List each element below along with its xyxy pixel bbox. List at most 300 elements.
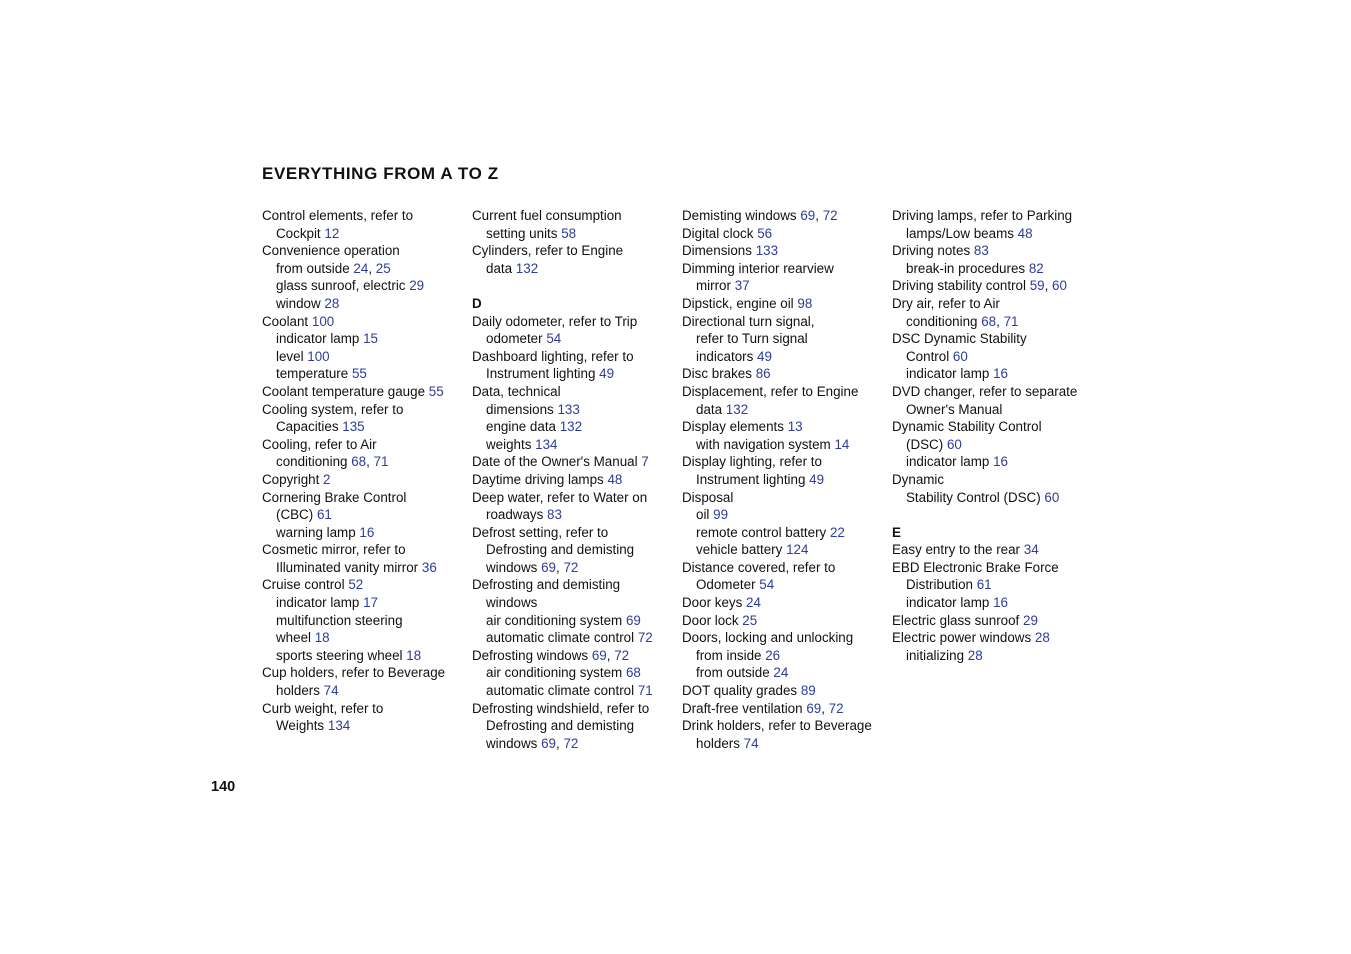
index-entry [262,313,467,331]
page-reference-link[interactable]: 54 [546,331,562,347]
index-term: indicator lamp [276,595,360,611]
page-reference-link[interactable]: 16 [993,454,1008,470]
page-reference-link[interactable]: 49 [809,471,825,487]
index-entry [892,541,1097,559]
index-term: Control [906,348,950,364]
index-term: Electric power windows [892,630,1032,646]
page-reference-link[interactable]: 28 [1034,630,1050,646]
index-term: D [472,295,482,311]
page-reference-link[interactable]: 135 [342,419,365,435]
index-subentry [892,225,1097,243]
index-subentry [472,401,677,419]
page-reference-link[interactable]: 52 [348,577,364,593]
index-term: Defrosting and demisting [472,577,621,593]
index-term: Instrument lighting [696,471,806,487]
index-term: break-in procedures [906,260,1026,276]
page-reference-link[interactable]: 24 [773,665,789,681]
index-subentry [472,629,677,647]
index-entry [892,471,1097,489]
index-term: from inside [696,647,762,663]
index-subentry [682,576,887,594]
index-term: indicators [696,348,754,364]
index-entry [892,612,1097,630]
index-subentry [472,365,677,383]
index-entry [262,436,467,454]
page-reference-link[interactable]: 100 [307,348,330,364]
index-term: Demisting windows [682,208,797,223]
page-reference-link[interactable]: 49 [599,366,615,382]
page-reference-link[interactable]: 69 [625,612,641,628]
index-entry [472,700,677,718]
index-term: Curb weight, refer to [262,700,384,716]
index-term: Weights [276,718,325,734]
index-term: EBD Electronic Brake Force [892,559,1059,575]
page-reference-link[interactable]: 71 [1003,313,1019,329]
index-entry [262,576,467,594]
index-entry [682,594,887,612]
index-subentry: conditioning 68, 71 [906,313,1019,329]
index-entry [682,717,887,735]
index-term: Distribution [906,577,973,593]
page-reference-link[interactable]: 72 [614,647,630,663]
index-entry [472,489,677,507]
index-term: Defrosting and demisting [486,718,635,734]
index-entry [262,471,467,489]
index-term: initializing [906,647,965,663]
index-term: Doors, locking and unlocking [682,630,854,646]
index-subentry [262,524,467,542]
index-term: air conditioning system [486,612,623,628]
index-term: Cockpit [276,225,321,241]
index-subentry [892,594,1097,612]
page-reference-link[interactable]: 60 [952,348,968,364]
index-subentry [892,401,1097,419]
index-term: Dimensions [682,243,752,259]
index-term: Distance covered, refer to [682,559,836,575]
index-term: weights [486,436,532,452]
page-title: EVERYTHING FROM A TO Z [262,164,499,183]
index-term: Deep water, refer to Water on [472,489,648,505]
index-term: Disc brakes [682,366,752,382]
page-reference-link[interactable]: 28 [967,647,983,663]
index-term: Display lighting, refer to [682,454,822,470]
page-reference-link[interactable]: 29 [409,278,425,294]
page-reference-link[interactable]: 25 [742,612,758,628]
index-term: vehicle battery [696,542,783,558]
index-entry [472,348,677,366]
index-entry [682,242,887,260]
index-subentry [262,717,467,735]
index-subentry [682,348,887,366]
index-term: indicator lamp [906,595,990,611]
index-column-4 [892,207,1097,664]
index-term: Cooling, refer to Air [262,436,377,452]
page-reference-link[interactable]: 2 [323,471,331,487]
index-subentry: windows 69, 72 [486,735,579,751]
index-term: automatic climate control [486,630,635,646]
page-reference-link[interactable]: 14 [834,436,850,452]
index-term: indicator lamp [276,331,360,347]
page-reference-link[interactable]: 132 [725,401,749,417]
index-term: Instrument lighting [486,366,596,382]
index-term: Current fuel consumption [472,208,622,223]
index-column-3 [682,207,887,752]
index-term: temperature [276,366,349,382]
page-reference-link[interactable]: 12 [324,225,340,241]
index-subentry [892,348,1097,366]
page-reference-link[interactable]: 74 [323,683,339,699]
index-subentry [262,647,467,665]
index-term: Control elements, refer to [262,208,414,223]
page-reference-link[interactable]: 49 [757,348,772,364]
index-entry [682,489,887,507]
index-term: window [276,295,321,311]
page-reference-link[interactable]: 86 [755,366,771,382]
page-reference-link[interactable]: 48 [607,471,623,487]
index-term: Drink holders, refer to Beverage [682,718,872,734]
index-term: Dimming interior rearview [682,260,834,276]
index-entry [892,383,1097,401]
page-reference-link[interactable]: 22 [829,524,845,540]
page-reference-link[interactable]: 68 [625,665,641,681]
page-reference-link[interactable]: 68 [351,454,367,470]
page-reference-link[interactable]: 132 [515,260,539,276]
index-subentry [892,436,1097,454]
page-reference-link[interactable]: 72 [637,630,653,646]
page-reference-link[interactable]: 61 [976,577,992,593]
index-spacer [472,277,677,295]
page-reference-link[interactable]: 72 [563,735,579,751]
index-term: Cosmetic mirror, refer to [262,542,406,558]
index-term: indicator lamp [906,366,990,382]
index-subentry [682,401,887,419]
index-term: Data, technical [472,383,561,399]
index-entry [682,629,887,647]
index-entry [682,612,887,630]
page-reference-link[interactable]: 69 [591,647,607,663]
index-term: Displacement, refer to Engine [682,383,859,399]
index-entry [892,295,1097,313]
index-term: lamps/Low beams [906,225,1014,241]
page-reference-link[interactable]: 55 [351,366,367,382]
index-term: DVD changer, refer to separate [892,383,1078,399]
index-term: Defrosting and demisting [486,542,635,558]
index-entry [682,559,887,577]
index-subentry: windows 69, 72 [486,559,579,575]
index-entry [262,541,467,559]
index-subentry [262,348,467,366]
page-reference-link[interactable]: 69 [806,700,822,716]
index-subentry [262,330,467,348]
page-reference-link[interactable]: 59 [1029,278,1045,294]
index-term: Odometer [696,577,756,593]
index-entry [682,260,887,278]
index-term: Door keys [682,595,743,611]
page-reference-link[interactable]: 89 [800,683,816,699]
page-reference-link[interactable]: 18 [314,630,330,646]
index-entry [892,559,1097,577]
index-entry: Driving stability control 59, 60 [892,278,1067,294]
index-subentry [892,489,1097,507]
index-entry [472,576,677,594]
index-term: Dipstick, engine oil [682,295,794,311]
page-reference-link[interactable]: 60 [1052,278,1067,294]
index-spacer [892,506,1097,524]
index-term: holders [276,683,320,699]
index-subentry [682,277,887,295]
page-reference-link[interactable]: 83 [547,507,562,523]
index-term: Cruise control [262,577,345,593]
index-entry: Defrosting windows 69, 72 [472,647,630,663]
index-term: Dry air, refer to Air [892,295,1000,311]
index-term: windows [486,735,538,751]
index-term: Door lock [682,612,739,628]
index-term: setting units [486,225,558,241]
page-reference-link[interactable]: 56 [757,225,773,241]
index-subentry [262,277,467,295]
index-subentry [472,682,677,700]
index-entry [892,629,1097,647]
index-entry [472,242,677,260]
page-reference-link[interactable]: 58 [561,225,577,241]
index-term: refer to Turn signal [696,331,808,347]
index-term: mirror [696,278,731,294]
index-subentry [472,594,677,612]
index-subentry [472,436,677,454]
index-entry [262,207,467,225]
page-reference-link[interactable]: 132 [559,419,583,435]
index-subentry [682,471,887,489]
page-reference-link[interactable]: 74 [743,735,759,751]
index-term: data [486,260,513,276]
index-entry: Demisting windows 69, 72 [682,208,838,223]
page-reference-link[interactable]: 54 [759,577,775,593]
index-column-2 [472,207,677,752]
index-term: DOT quality grades [682,683,798,699]
index-term: conditioning [276,454,348,470]
index-subentry [472,664,677,682]
index-letter-heading [892,524,1097,542]
index-term: (DSC) [906,436,944,452]
index-term: Date of the Owner's Manual [472,454,638,470]
index-term: multifunction steering [276,612,403,628]
index-term: Owner's Manual [906,401,1003,417]
index-term: Draft-free ventilation [682,700,803,716]
page-reference-link[interactable]: 134 [535,436,558,452]
index-entry [892,207,1097,225]
index-term: Defrosting windshield, refer to [472,700,650,716]
index-term: engine data [486,419,556,435]
index-subentry [472,260,677,278]
index-subentry [682,330,887,348]
index-term: DSC Dynamic Stability [892,331,1027,347]
page-reference-link[interactable]: 25 [375,260,391,276]
page-reference-link[interactable]: 16 [993,595,1008,611]
index-term: warning lamp [276,524,356,540]
index-subentry [682,436,887,454]
index-term: Display elements [682,419,784,435]
index-subentry [262,295,467,313]
page-reference-link[interactable]: 69 [541,559,556,575]
page-reference-link[interactable]: 48 [1017,225,1033,241]
page-reference-link[interactable]: 60 [1044,489,1060,505]
index-subentry [262,612,467,630]
page-reference-link[interactable]: 16 [359,524,375,540]
index-subentry [262,506,467,524]
page-reference-link[interactable]: 55 [428,383,444,399]
index-entry [472,383,677,401]
index-term: wheel [276,630,311,646]
index-entry [472,471,677,489]
index-column-1 [262,207,467,735]
index-entry [892,418,1097,436]
index-term: indicator lamp [906,454,990,470]
page-reference-link[interactable]: 68 [981,313,997,329]
page-reference-link[interactable]: 18 [406,647,422,663]
index-term: roadways [486,507,544,523]
index-term: Illuminated vanity mirror [276,559,419,575]
index-entry [262,383,467,401]
index-term: Cup holders, refer to Beverage [262,665,446,681]
page-reference-link[interactable]: 60 [946,436,962,452]
index-subentry: from outside 24, 25 [276,260,391,276]
index-term: conditioning [906,313,978,329]
index-subentry [892,365,1097,383]
index-subentry [682,664,887,682]
index-entry [262,242,467,260]
page-reference-link[interactable]: 69 [541,735,556,751]
index-term: Electric glass sunroof [892,612,1020,628]
index-term: Digital clock [682,225,754,241]
index-term: Defrosting windows [472,647,589,663]
page-reference-link[interactable]: 24 [353,260,369,276]
index-entry [682,225,887,243]
page-reference-link[interactable]: 69 [800,208,816,223]
index-term: from outside [696,665,770,681]
page-reference-link[interactable]: 16 [993,366,1008,382]
index-entry [472,524,677,542]
index-term: (CBC) [276,507,314,523]
page-reference-link[interactable]: 24 [746,595,761,611]
page-reference-link[interactable]: 134 [327,718,351,734]
index-term: Cooling system, refer to [262,401,404,417]
index-subentry [472,418,677,436]
index-term: Coolant temperature gauge [262,383,426,399]
index-subentry [682,735,887,753]
index-term: automatic climate control [486,683,635,699]
index-entry [262,489,467,507]
page-reference-link[interactable]: 61 [316,507,332,523]
page-reference-link[interactable]: 72 [563,559,579,575]
index-subentry [892,260,1097,278]
page-reference-link[interactable]: 7 [641,454,649,470]
index-term: data [696,401,723,417]
page-reference-link[interactable]: 133 [557,401,580,417]
index-subentry [262,559,467,577]
index-term: with navigation system [696,436,831,452]
index-subentry [472,541,677,559]
index-entry [892,330,1097,348]
index-term: Capacities [276,419,339,435]
index-term: remote control battery [696,524,827,540]
page-reference-link[interactable]: 15 [363,331,378,347]
page-reference-link[interactable]: 13 [787,419,803,435]
index-subentry [472,612,677,630]
page-reference-link[interactable]: 29 [1023,612,1038,628]
index-subentry [682,524,887,542]
index-entry [472,313,677,331]
page-reference-link[interactable]: 133 [755,243,779,259]
index-entry [472,207,677,225]
index-term: oil [696,507,710,523]
index-term: Cylinders, refer to Engine [472,243,624,259]
index-entry [682,383,887,401]
index-entry [682,418,887,436]
index-entry [682,295,887,313]
page-reference-link[interactable]: 99 [713,507,729,523]
index-entry [262,700,467,718]
index-term: air conditioning system [486,665,623,681]
index-term: from outside [276,260,350,276]
index-entry [682,313,887,331]
page-reference-link[interactable]: 124 [786,542,809,558]
index-subentry [262,594,467,612]
page-number: 140 [211,779,236,795]
index-term: Convenience operation [262,243,400,259]
page-reference-link[interactable]: 36 [421,559,437,575]
index-entry [262,401,467,419]
index-subentry [262,225,467,243]
page-reference-link[interactable]: 26 [765,647,781,663]
index-term: sports steering wheel [276,647,403,663]
index-term: Stability Control (DSC) [906,489,1041,505]
page-reference-link[interactable]: 71 [373,454,389,470]
index-term: level [276,348,304,364]
index-term: Defrost setting, refer to [472,524,609,540]
index-subentry [682,647,887,665]
page-reference-link[interactable]: 34 [1023,542,1039,558]
index-term: Easy entry to the rear [892,542,1021,558]
page-reference-link[interactable]: 72 [822,208,838,223]
page-reference-link[interactable]: 37 [734,278,750,294]
index-subentry: conditioning 68, 71 [276,454,389,470]
index-term: Cornering Brake Control [262,489,407,505]
index-subentry [682,506,887,524]
page-reference-link[interactable]: 17 [363,595,378,611]
index-term: Daytime driving lamps [472,471,604,487]
index-subentry [262,629,467,647]
index-subentry [472,717,677,735]
index-entry [682,453,887,471]
index-term: Driving notes [892,243,971,259]
page-reference-link[interactable]: 28 [324,295,340,311]
index-term: Daily odometer, refer to Trip [472,313,638,329]
page-reference-link[interactable]: 98 [797,295,813,311]
index-term: Coolant [262,313,309,329]
index-subentry [262,682,467,700]
page-reference-link[interactable]: 82 [1028,260,1044,276]
index-term: glass sunroof, electric [276,278,406,294]
page-reference-link[interactable]: 83 [973,243,989,259]
page-reference-link[interactable]: 71 [637,683,653,699]
index-term: Disposal [682,489,734,505]
page-reference-link[interactable]: 72 [828,700,844,716]
index-term: Driving stability control [892,278,1026,294]
index-term: odometer [486,331,543,347]
index-entry [472,453,677,471]
index-term: windows [486,595,538,611]
page-reference-link[interactable]: 100 [311,313,335,329]
